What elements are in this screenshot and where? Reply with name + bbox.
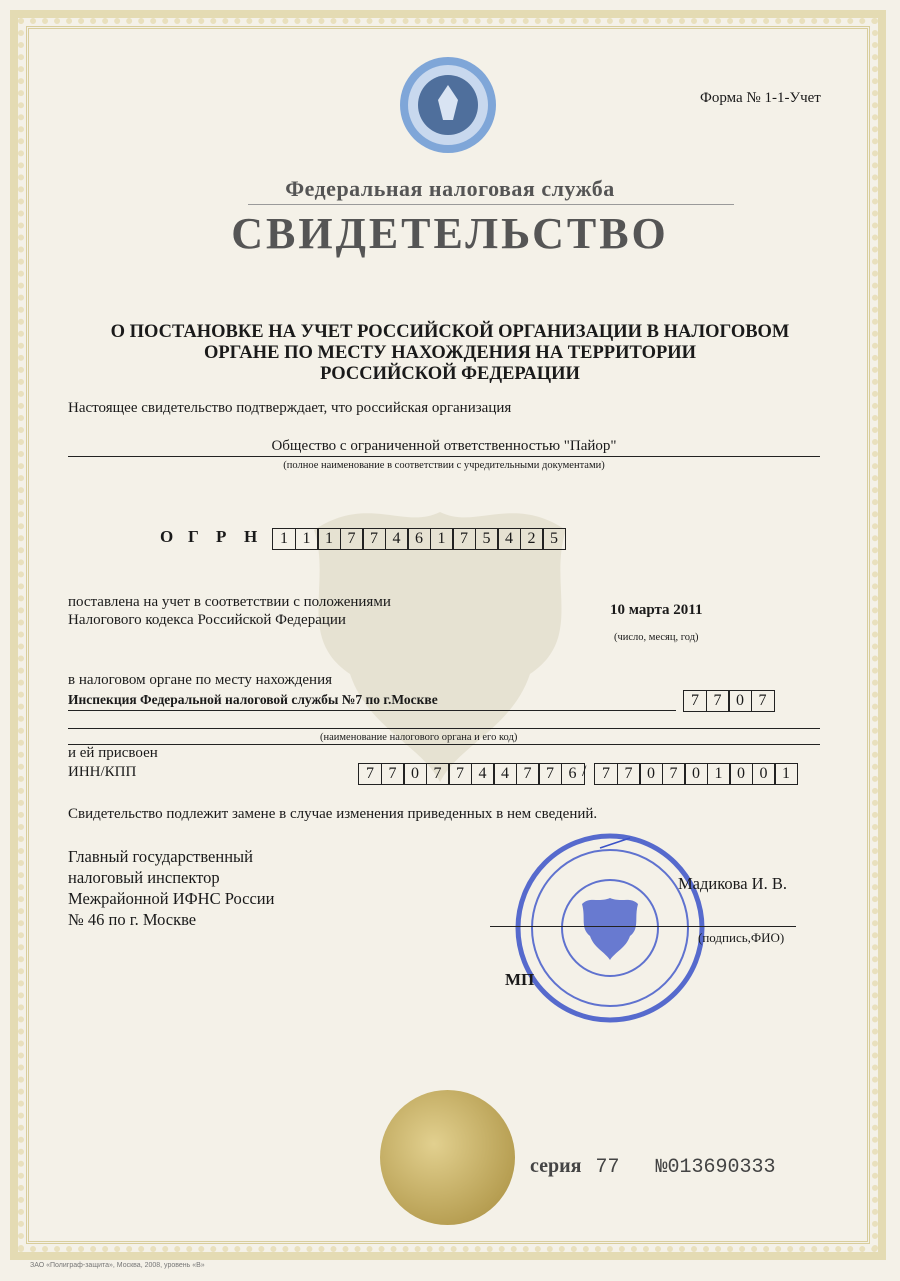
- ogrn-digit: 1: [295, 528, 319, 550]
- ogrn-label: О Г Р Н: [160, 527, 258, 546]
- gold-seal: [380, 1090, 515, 1225]
- emblem-hologram-icon: [398, 55, 498, 155]
- org-name-caption: (полное наименование в соответствии с учредительными документами): [283, 460, 605, 471]
- signature-line: [490, 926, 796, 927]
- kpp-digit: 0: [684, 763, 708, 785]
- inspector-title: Главный государственный налоговый инспектор Межрайонной ИФНС России № 46 по г. Москве: [68, 847, 275, 929]
- authority-code-boxes: [683, 690, 773, 712]
- ogrn-digit: 4: [385, 528, 409, 550]
- registered-line-1: поставлена на учет в соответствии с положениями: [68, 594, 391, 610]
- inn-digit: 6: [561, 763, 585, 785]
- series-number: [530, 1155, 776, 1179]
- signatory-name: Мадикова И. В.: [678, 874, 787, 893]
- ogrn-digit: 1: [317, 528, 341, 550]
- authority-line: [68, 710, 676, 711]
- ogrn-digit: 7: [362, 528, 386, 550]
- org-name-line: [68, 456, 820, 457]
- inn-digit: 7: [381, 763, 405, 785]
- registered-line-2: Налогового кодекса Российской Федерации: [68, 612, 346, 628]
- ogrn-digit: 4: [497, 528, 521, 550]
- series-label: серия: [530, 1155, 582, 1177]
- printer-footer: ЗАО «Полиграф-защита», Москва, 2008, уровень «В»: [30, 1262, 205, 1269]
- kpp-digit: 0: [752, 763, 776, 785]
- authority-line-3: [68, 744, 820, 745]
- inn-digit: 7: [358, 763, 382, 785]
- kpp-digit: 7: [594, 763, 618, 785]
- inn-kpp-slash: /: [582, 763, 587, 780]
- authority-name: Инспекция Федеральной налоговой службы №7 по г.Москве: [68, 692, 438, 707]
- inn-digit: 7: [448, 763, 472, 785]
- inn-digit: 7: [516, 763, 540, 785]
- kpp-digit: 7: [662, 763, 686, 785]
- kpp-boxes: [594, 763, 797, 785]
- ogrn-boxes: [272, 528, 565, 550]
- authority-caption: (наименование налогового органа и его код): [320, 732, 518, 743]
- ogrn-digit: 1: [430, 528, 454, 550]
- ogrn-digit: 1: [272, 528, 296, 550]
- ogrn-digit: 5: [542, 528, 566, 550]
- inn-digit: 7: [538, 763, 562, 785]
- authority-code-digit: 7: [751, 690, 775, 712]
- document-title: СВИДЕТЕЛЬСТВО: [231, 209, 669, 258]
- agency-name: Федеральная налоговая служба: [285, 176, 615, 201]
- kpp-digit: 7: [617, 763, 641, 785]
- series-value: 77: [595, 1156, 620, 1179]
- inn-digit: 4: [493, 763, 517, 785]
- mp-mark: МП: [505, 970, 535, 989]
- ogrn-digit: 2: [520, 528, 544, 550]
- kpp-digit: 0: [729, 763, 753, 785]
- inn-digit: 7: [426, 763, 450, 785]
- authority-code-digit: 7: [706, 690, 730, 712]
- inn-digit: 0: [403, 763, 427, 785]
- ogrn-digit: 7: [452, 528, 476, 550]
- intro-text: Настоящее свидетельство подтверждает, что российская организация: [68, 400, 512, 416]
- document-number: №013690333: [655, 1156, 776, 1179]
- kpp-digit: 0: [639, 763, 663, 785]
- authority-intro: в налоговом органе по месту нахождения: [68, 672, 333, 688]
- authority-line-2: [68, 728, 820, 729]
- registration-date: 10 марта 2011: [610, 602, 703, 618]
- agency-underline: [248, 204, 734, 205]
- tax-office-stamp-icon: [510, 828, 710, 1028]
- document-subtitle: О ПОСТАНОВКЕ НА УЧЕТ РОССИЙСКОЙ ОРГАНИЗАЦИИ В НАЛОГОВОМ ОРГАНЕ ПО МЕСТУ НАХОЖДЕНИЯ НА ТЕРРИТОРИИ РОССИЙСКОЙ ФЕДЕРАЦИИ: [110, 322, 790, 384]
- assigned-text: и ей присвоен: [68, 745, 158, 761]
- authority-code-digit: 0: [728, 690, 752, 712]
- replace-note: Свидетельство подлежит замене в случае изменения приведенных в нем сведений.: [68, 806, 598, 822]
- inn-kpp-label: ИНН/КПП: [68, 764, 137, 780]
- date-caption: (число, месяц, год): [614, 632, 699, 643]
- kpp-digit: 1: [774, 763, 798, 785]
- signature-caption: (подпись,ФИО): [698, 930, 785, 945]
- organization-name: Общество с ограниченной ответственностью "Пайор": [271, 438, 617, 454]
- inn-digit: 4: [471, 763, 495, 785]
- ogrn-digit: 7: [340, 528, 364, 550]
- authority-code-digit: 7: [683, 690, 707, 712]
- form-number: Форма № 1-1-Учет: [700, 90, 821, 106]
- kpp-digit: 1: [707, 763, 731, 785]
- inn-boxes: [358, 763, 583, 785]
- ogrn-digit: 6: [407, 528, 431, 550]
- ogrn-digit: 5: [475, 528, 499, 550]
